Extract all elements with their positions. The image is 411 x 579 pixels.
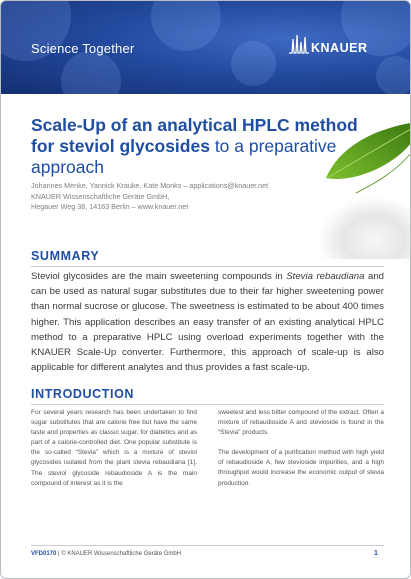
knauer-logo-text: KNAUER (311, 41, 368, 55)
footer-rule (31, 545, 384, 546)
knauer-logo-icon (288, 33, 310, 55)
intro-left-column (31, 408, 197, 499)
header-banner (1, 1, 410, 94)
header-tagline: Science Together (31, 41, 135, 56)
document-title (31, 115, 361, 178)
intro-right-paragraph-1: sweetest and less bitter compound of the extract. Often a mixture of rebaudioside A and stevioside is found in the “Stevia” products. (218, 409, 384, 437)
summary-rule (31, 266, 384, 267)
intro-right-column (218, 408, 384, 499)
introduction-rule (31, 404, 384, 405)
summary-italic: Stevia rebaudiana (286, 271, 365, 282)
title-bold: Scale-Up of an analytical HPLC method for steviol glycosides (31, 115, 358, 156)
address-line: Hegauer Weg 38, 14163 Berlin – www.knauer.net (31, 202, 189, 211)
authors-block (31, 181, 321, 213)
summary-text-part: and can be used as natural sugar substitutes due to their far higher sweetening power than normal sucrose or glucose. The sweetness is estimated to be about 400 times higher. This application describes an easy transfer of an existing analytical HPLC method to a preparative HPLC using overload experiments together with the KNAUER Scale-Up converter. Furthermore, this approach of scale-up is also applicable for different analytes and thus provides a fast scale-up. (31, 271, 384, 374)
footer (31, 551, 181, 557)
introduction-heading: INTRODUCTION (31, 387, 135, 401)
page-number: 1 (374, 550, 378, 557)
footer-copyright: | © KNAUER Wissenschaftliche Geräte GmbH (56, 551, 182, 557)
authors-line: Johannes Menke, Yannick Krauke, Kate Monks – applications@knauer.net (31, 181, 269, 190)
title-light: to a preparative approach (31, 136, 337, 177)
summary-text-part: Steviol glycosides are the main sweetening compounds in (31, 271, 287, 282)
stevia-powder-image (319, 197, 411, 259)
affiliation-line: KNAUER Wissenschaftliche Geräte GmbH, (31, 191, 170, 201)
intro-right-paragraph-2: The development of a purification method with high yield of rebaudioside A, few stevioside impurities, and a high throughput would increase the economic output of stevia production. (218, 449, 384, 487)
summary-heading: SUMMARY (31, 249, 100, 263)
intro-left-paragraph: For several years research has been undertaken to find sugar substitutes that are calorie free but have the same taste and properties as classic sugar, for diabetics and as part of a calorie-controlled diet. One popular substitute is the so-called “Stevia” which is a mixture of steviol glycosides isolated from the plant stevia rebaudiana [1]. The steviol glycoside rebaudioside A is the main compound of interest as it is the (31, 409, 197, 487)
document-code: VFD0170 (31, 551, 57, 557)
summary-text (31, 269, 384, 375)
